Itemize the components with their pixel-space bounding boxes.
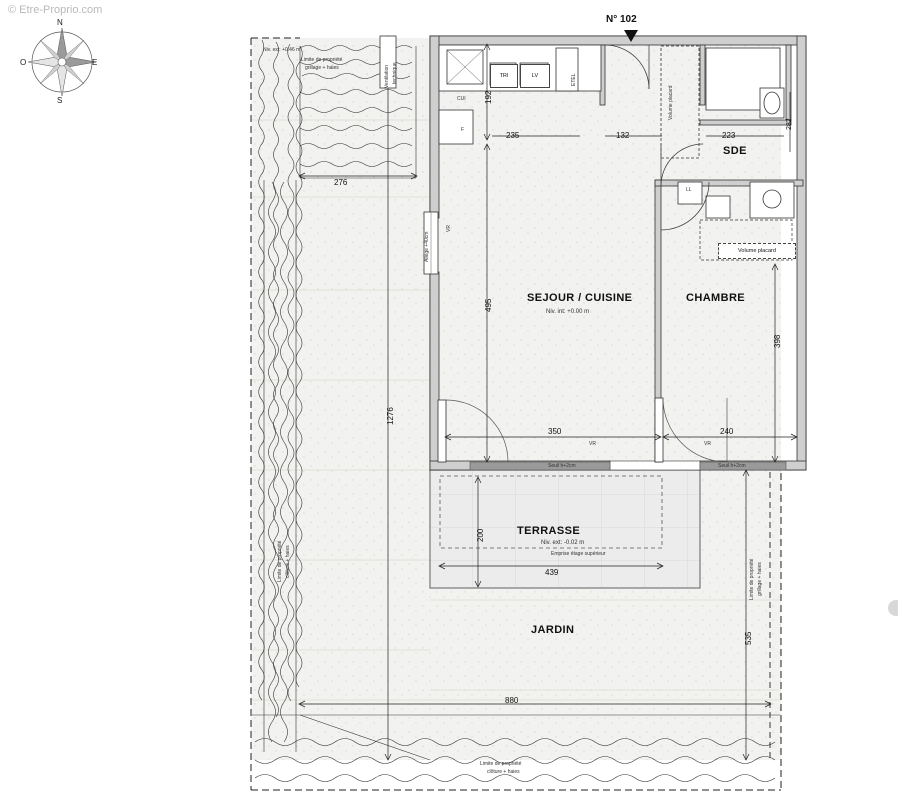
room-label-jardin: JARDIN (531, 624, 575, 636)
dimension-535: 535 (744, 631, 753, 645)
room-label-chambre: CHAMBRE (686, 292, 746, 304)
annotation-volume-placard-mid: Volume placard (718, 243, 796, 259)
dimension-192: 192 (484, 90, 493, 104)
fixture-ll-label: LL (686, 187, 692, 193)
annotation-seuil-right: Seuil h+2cm (718, 463, 746, 469)
dimension-223: 223 (722, 131, 736, 140)
annotation-limite-left-line2: clôture + haies (285, 545, 291, 578)
room-label-sde: SDE (723, 145, 747, 157)
fixture-etel-label: ETEL (571, 73, 577, 86)
annotation-ventilation-line1: Ventilation (384, 64, 390, 88)
dimension-439: 439 (545, 568, 559, 577)
room-sublabel-terrasse: Niv. ext: -0.02 m (541, 540, 585, 546)
compass-north-label: N (57, 18, 63, 27)
annotation-allege: Allège +40cm (424, 231, 430, 262)
compass-west-label: O (20, 58, 27, 67)
annotation-limite-right-line1: Limite de propriété (749, 558, 755, 600)
dimension-1276: 1276 (386, 407, 395, 425)
fixture-f-label: F (461, 127, 465, 133)
fixture-tri: TRI (490, 64, 518, 88)
dimension-200: 200 (476, 528, 485, 542)
annotation-volume-placard-top: Volume placard (668, 85, 674, 120)
dimension-495: 495 (484, 298, 493, 312)
dimension-132: 132 (616, 131, 630, 140)
annotation-limite-bottom-line1: Limite de propriété (480, 761, 522, 767)
room-sublabel-sejour-cuisine: Niv. int: +0.00 m (546, 309, 590, 315)
dimension-235: 235 (506, 131, 520, 140)
fixture-lv: LV (520, 64, 550, 88)
annotation-vr-window: VR (446, 225, 452, 232)
fixture-cui-label: CUI (457, 96, 466, 102)
dimension-276: 276 (334, 178, 348, 187)
annotation-vr-right: VR (704, 441, 711, 447)
dimension-880: 880 (505, 696, 519, 705)
annotation-limite-top-line1: Limite de propriété (301, 57, 343, 63)
dimension-398: 398 (773, 334, 782, 348)
lot-number-label: N° 102 (606, 14, 637, 25)
annotation-seuil-left: Seuil h+2cm (548, 463, 576, 469)
annotation-niv-ext-top: Niv. ext: +0.46 m (263, 47, 301, 53)
annotation-limite-left-line1: Limite de propriété (277, 540, 283, 582)
dimension-240: 240 (720, 427, 734, 436)
scroll-indicator-dot (888, 600, 898, 616)
dimension-350: 350 (548, 427, 562, 436)
annotation-limite-right-line2: grillage + haies (757, 562, 763, 596)
room-label-terrasse: TERRASSE (517, 525, 581, 537)
annotation-ventilation-line2: technique (392, 62, 398, 84)
compass-south-label: S (57, 96, 63, 105)
annotation-vr-mid: VR (589, 441, 596, 447)
room-label-sejour-cuisine: SEJOUR / CUISINE (527, 292, 633, 304)
annotation-limite-top-line2: grillage + haies (305, 65, 339, 71)
annotation-emprise-etage: Emprise étage supérieur (551, 551, 606, 557)
watermark: © Etre-Proprio.com (8, 4, 103, 16)
dimension-282: 282 (786, 118, 793, 130)
compass-east-label: E (92, 58, 98, 67)
annotation-limite-bottom-line2: clôture + haies (487, 769, 520, 775)
